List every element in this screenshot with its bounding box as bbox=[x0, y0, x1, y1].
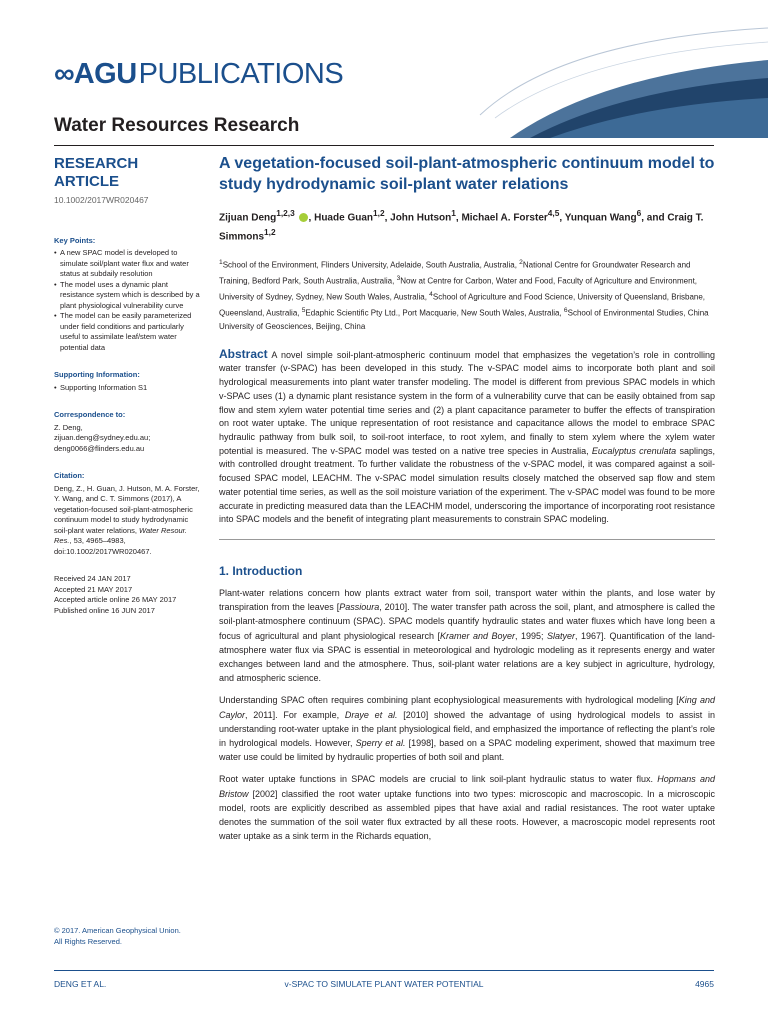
paragraph-text: Plant-water relations concern how plants extract water from soil, transport water within the plants, and lose water by transpiration from the leaves [ bbox=[219, 587, 715, 613]
copyright-line: All Rights Reserved. bbox=[54, 937, 122, 946]
citation-ref: King and Caylor bbox=[219, 695, 716, 720]
authors bbox=[219, 206, 715, 245]
logo-agu-text: AGU bbox=[73, 58, 137, 90]
abstract-label: Abstract bbox=[219, 346, 268, 361]
journal-name: Water Resources Research bbox=[54, 115, 300, 136]
paragraph-text: , 2011]. For example, bbox=[245, 709, 345, 720]
affil-sup: 4 bbox=[429, 290, 433, 298]
agu-logo[interactable] bbox=[54, 58, 343, 94]
citation-journal: Water Resour. Res. bbox=[54, 525, 187, 545]
affiliation: Now at Centre for Carbon, Water and Food, Faculty of Agriculture and Environment, University of Sydney, Sydney, New South Wales, Australia, bbox=[219, 276, 698, 302]
supporting-label: Supporting Information: bbox=[54, 370, 140, 379]
paragraph-text: , 1995; bbox=[514, 630, 547, 641]
doi[interactable]: 10.1002/2017WR020467 bbox=[54, 195, 149, 205]
paragraph-text: [1998], based on a SPAC modeling experiment, showed that maximum tree water use could be limited by hydraulic properties of both soil and plant. bbox=[219, 737, 715, 763]
key-point: • A new SPAC model is developed to simulate soil/plant water flux and water status at subdaily resolution bbox=[54, 248, 204, 280]
citation-ref: Draye et al. bbox=[344, 709, 398, 720]
correspondence bbox=[54, 410, 204, 454]
affiliation: School of Environmental Studies, China University of Geosciences, Beijing, China bbox=[219, 308, 709, 332]
citation-post: , 53, 4965–4983, doi:10.1002/2017WR020467. bbox=[54, 536, 152, 556]
date-online: Accepted article online 26 MAY 2017 bbox=[54, 595, 177, 604]
article-title: A vegetation-focused soil-plant-atmospheric continuum model to study hydrodynamic soil-plant water relations bbox=[219, 155, 715, 193]
citation-ref: Passioura bbox=[339, 602, 380, 613]
date-published: Published online 16 JUN 2017 bbox=[54, 605, 155, 615]
author-name[interactable]: , Yunquan Wang bbox=[559, 212, 637, 224]
copyright-line: © 2017. American Geophysical Union. bbox=[54, 926, 181, 935]
affil-sup: 1 bbox=[219, 258, 223, 266]
abstract-rule bbox=[219, 539, 715, 540]
author-name[interactable]: , Michael A. Forster bbox=[455, 212, 548, 224]
citation-ref: Hopmans and Bristow bbox=[219, 774, 715, 799]
author-name[interactable]: , and Craig T. Simmons bbox=[219, 212, 704, 243]
paragraph bbox=[219, 772, 715, 843]
article-main bbox=[219, 153, 715, 843]
abstract-text: A novel simple soil-plant-atmospheric continuum model that emphasizes the vegetation’s role in controlling water transfer (v-SPAC) has been developed in this study. The v-SPAC model aims to incorporate both plant and soil hydrological measurements into plant water transfer modeling. The model is different from previous SPAC models in which v-SPAC uses (1) a dynamic plant resistance system in the form of a vulnerability curve that can be easily obtained from sap flow and stem xylem water potential time series and (2) a plant capacitance parameter to buffer the effects of transpiration on root water uptake. The unique representation of root resistance and capacitance allows the model to embrace SPAC hydraulic pathway from bulk soil, to soil-root interface, to root xylem, and finally to stem xylem where the xylem water potential is measured. The v-SPAC model was tested on a native tree species in Australia, bbox=[219, 349, 715, 456]
author-sup: 1,2,3 bbox=[276, 208, 295, 218]
author-name[interactable]: Zijuan Deng bbox=[219, 212, 277, 224]
agu-emblem-icon: ∞ bbox=[54, 58, 74, 90]
key-points bbox=[54, 236, 204, 354]
citation-text bbox=[54, 484, 204, 558]
abstract bbox=[219, 348, 715, 527]
supporting-info bbox=[54, 370, 204, 393]
date-accepted: Accepted 21 MAY 2017 bbox=[54, 584, 133, 594]
page-number: 4965 bbox=[695, 979, 714, 989]
author-name[interactable]: , John Hutson bbox=[384, 212, 452, 224]
paragraph bbox=[219, 586, 715, 685]
correspondence-email[interactable]: deng0066@flinders.edu.au bbox=[54, 443, 145, 453]
date-received: Received 24 JAN 2017 bbox=[54, 574, 131, 583]
copyright bbox=[54, 925, 181, 947]
orcid-icon[interactable] bbox=[299, 213, 308, 222]
paragraph-text: [2010] showed the advantage of using hydrological models to assist in understanding root-water uptake in the plant physiological field, and emphasized the importance of reflecting the plant’s role in hydrological models. However, bbox=[219, 709, 715, 748]
citation-ref: Slatyer bbox=[546, 630, 575, 641]
article-type: RESEARCH ARTICLE bbox=[54, 155, 139, 190]
wave-banner-icon bbox=[440, 20, 768, 138]
affiliation: School of Agriculture and Food Science, University of Queensland, Brisbane, Queensland, Australia, bbox=[219, 292, 706, 318]
affil-sup: 6 bbox=[563, 307, 568, 315]
header-rule bbox=[54, 145, 714, 146]
key-point: • The model can be easily parameterized under field conditions and particularly useful to assimilate leaf/stem water potential data bbox=[54, 311, 204, 353]
paragraph bbox=[219, 693, 715, 764]
affiliation: Edaphic Scientific Pty Ltd., Port Macquarie, New South Wales, Australia, bbox=[305, 308, 564, 318]
article-dates bbox=[54, 574, 204, 616]
abstract-species: Eucalyptus crenulata bbox=[591, 445, 677, 456]
page-header bbox=[0, 0, 768, 150]
paragraph-text: Understanding SPAC often requires combining plant ecophysiological measurements with hydrological modeling [ bbox=[219, 695, 679, 706]
author-sup: 6 bbox=[636, 208, 642, 218]
footer-rule bbox=[54, 970, 714, 971]
logo-publications-text: PUBLICATIONS bbox=[138, 58, 344, 90]
citation-ref: Sperry et al. bbox=[355, 737, 406, 748]
paragraph-text: , 2010]. The water transfer path across the soil, plant, and atmosphere is called the soil-plant-atmosphere continuum (SPAC). SPAC models quantify hydraulic states and water fluxes which have long been a focus of agricultural and plant physiological research [ bbox=[219, 602, 715, 641]
affil-sup: 3 bbox=[396, 274, 401, 282]
footer-running-title: v-SPAC TO SIMULATE PLANT WATER POTENTIAL bbox=[284, 979, 484, 989]
affiliation: School of the Environment, Flinders University, Adelaide, South Australia, Australia, bbox=[222, 260, 520, 270]
key-point: • The model uses a dynamic plant resistance system which is described by a plant physiological vulnerability curve bbox=[54, 280, 204, 312]
footer-authors: DENG ET AL. bbox=[54, 979, 107, 989]
citation-pre: Deng, Z., H. Guan, J. Hutson, M. A. Forster, Y. Wang, and C. T. Simmons (2017), A vegetation-focused soil-plant-atmospheric continuum model to study hydrodynamic soil-plant water relations, bbox=[54, 483, 200, 535]
citation bbox=[54, 471, 204, 557]
key-points-label: Key Points: bbox=[54, 235, 96, 245]
section-heading: 1. Introduction bbox=[219, 563, 303, 578]
supporting-link[interactable]: • Supporting Information S1 bbox=[54, 383, 204, 394]
correspondence-name: Z. Deng, bbox=[54, 422, 83, 432]
supporting-list bbox=[54, 383, 204, 394]
author-sup: 1,2 bbox=[264, 227, 276, 238]
paragraph-text: , 1967]. Quantification of the land-atmosphere water flux via SPAC is essential in meteorological and hydrologic modeling as it represents energy and water exchanges between land and the atmosphere. Thus, soil-plant water relations are a key subject in agriculture, hydrology, and atmospheric science. bbox=[219, 630, 715, 684]
abstract-text: saplings, with controlled drought treatment. To further validate the robustness of the v-SPAC model, it was compared against a soil-focused SPAC model, LEACHM. The v-SPAC model simulation results closely matched the observed sap flow and stem water potential time series, as well as the soil moisture variation of the experiment. The v-SPAC model was found to be more accurate in predicting measured data than the LEACHM model, underscoring the importance of incorporating root resistance into SPAC models and the benefit of integrating plant measurements to constrain SPAC modeling. bbox=[219, 445, 715, 525]
correspondence-label: Correspondence to: bbox=[54, 410, 126, 419]
author-name[interactable]: , Huade Guan bbox=[308, 212, 373, 224]
citation-ref: Kramer and Boyer bbox=[439, 630, 515, 641]
paragraph-text: Root water uptake functions in SPAC models are crucial to link soil-plant hydraulic status to water flux. bbox=[219, 774, 658, 785]
sidebar bbox=[54, 155, 204, 616]
key-points-list bbox=[54, 248, 204, 353]
author-sup: 1 bbox=[451, 208, 456, 218]
paragraph-text: [2002] classified the root water uptake functions into two types: microscopic and macroscopic. In a microscopic model, roots are explicitly described as assembled pipes that have axial and radial resistances. The root water uptake denotes the summation of the soil water flux extracted by all these roots. However, a macroscopic model represents root water uptake as a sink term in the Richards equation, bbox=[219, 788, 715, 842]
affil-sup: 2 bbox=[519, 258, 523, 266]
author-sup: 1,2 bbox=[373, 208, 385, 218]
citation-label: Citation: bbox=[54, 471, 85, 480]
affil-sup: 5 bbox=[301, 307, 306, 315]
affiliation: National Centre for Groundwater Research and Training, Bedford Park, South Australia, Australia, bbox=[219, 260, 691, 286]
author-sup: 4,5 bbox=[547, 208, 560, 218]
affiliations bbox=[219, 256, 715, 334]
correspondence-email[interactable]: zijuan.deng@sydney.edu.au; bbox=[54, 433, 151, 442]
